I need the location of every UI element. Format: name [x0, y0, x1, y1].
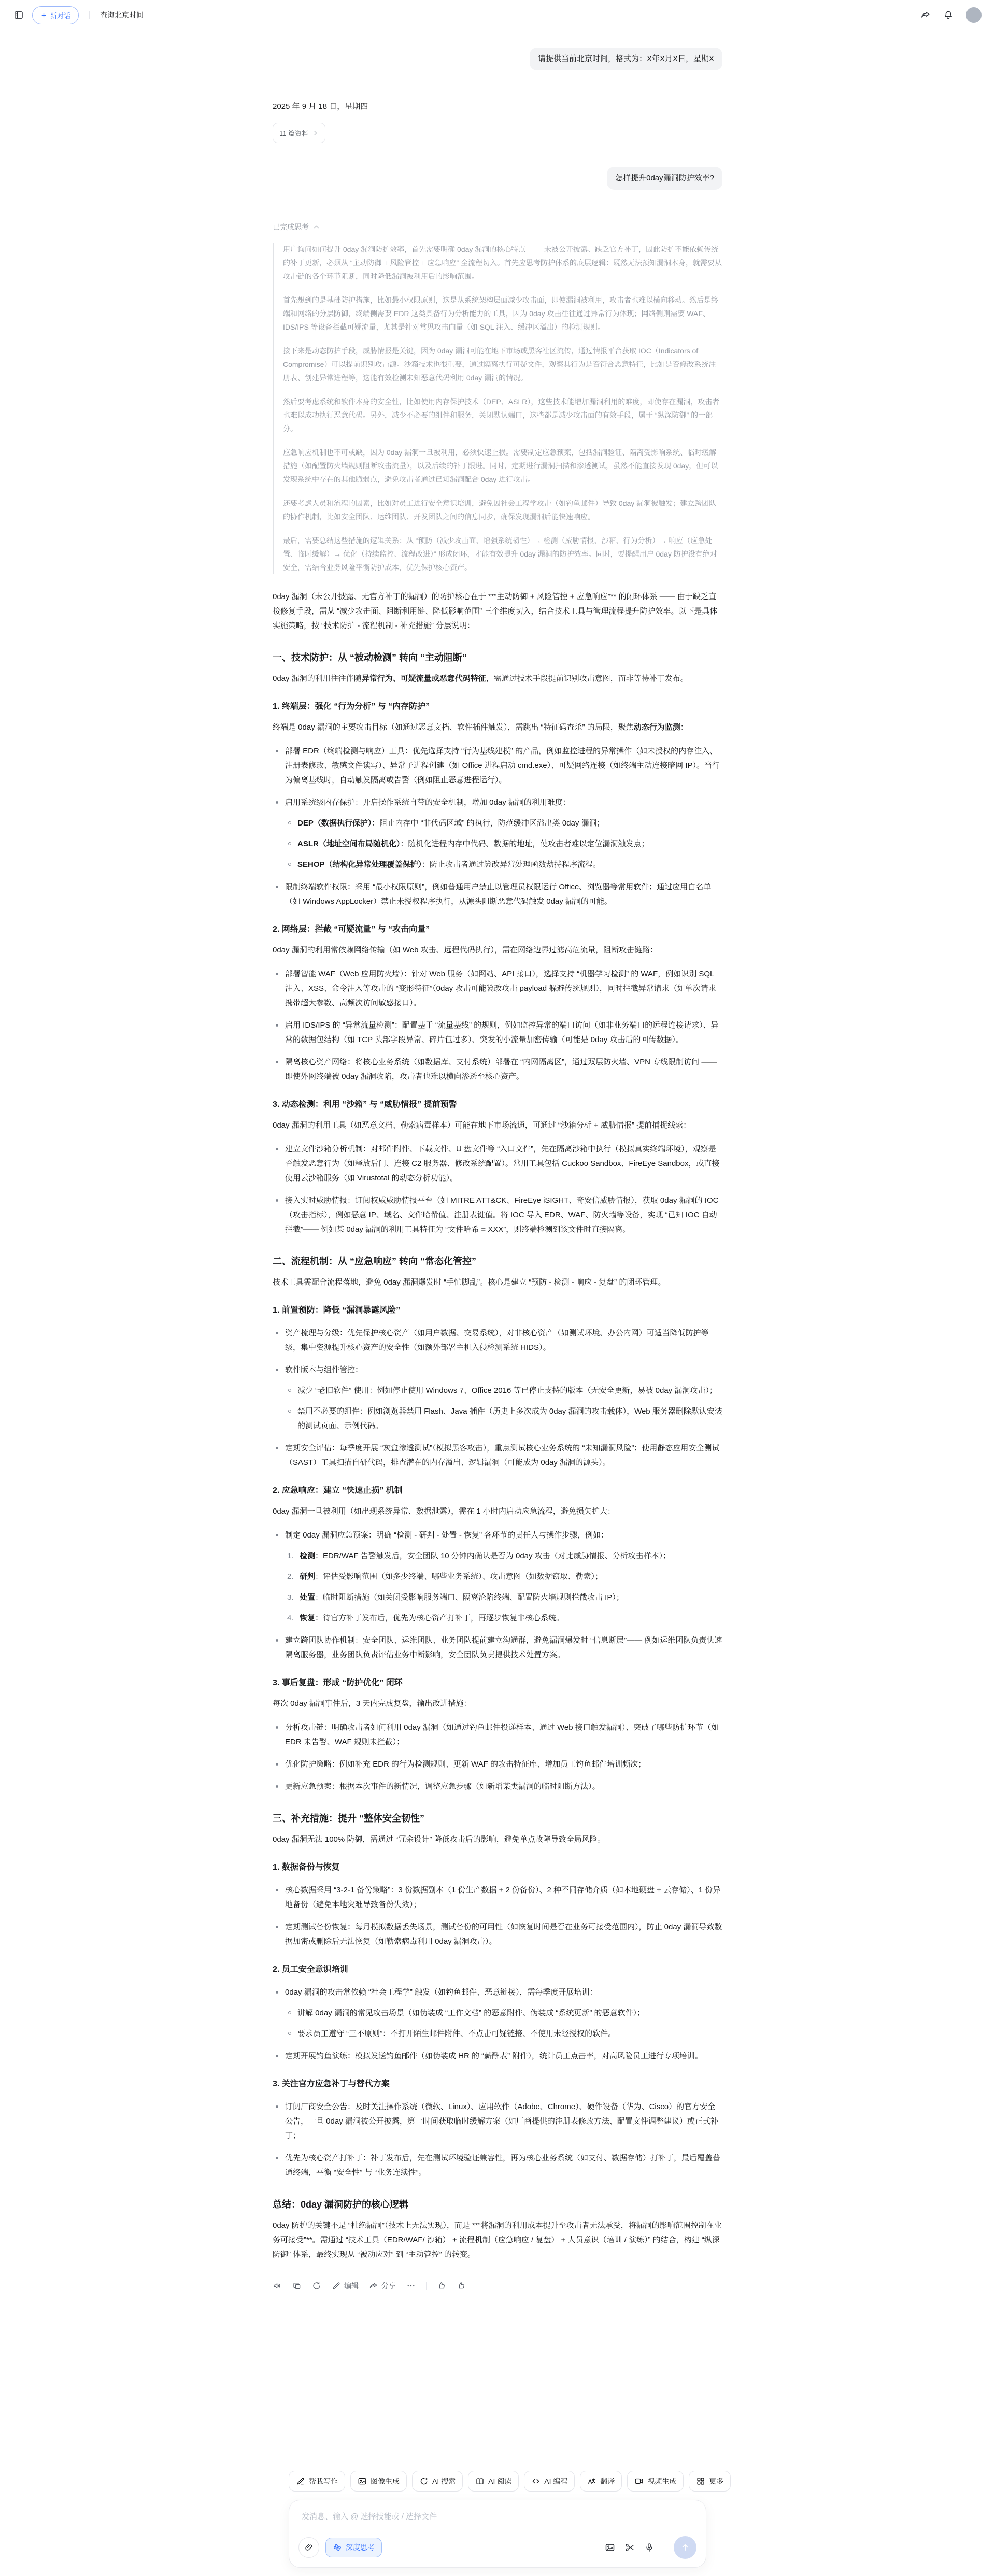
thinking-toggle[interactable]: [273, 222, 320, 232]
skill-chip-label: AI 阅读: [488, 2477, 512, 2485]
pen-icon: [296, 2477, 305, 2486]
message-input-placeholder: 发消息、输入 @ 选择技能或 / 选择文件: [302, 2512, 437, 2521]
attach-button[interactable]: [298, 2537, 319, 2558]
thinking-paragraph: 用户询问如何提升 0day 漏洞防护效率，首先需要明确 0day 漏洞的核心特点 —— 未被公开披露、缺乏官方补丁，因此防护不能依赖传统的补丁更新，必须从 “主动防御 + 风险管控 + 应急响应” 全流程切入。首先应思考防护体系的底层逻辑：既然无法预知漏洞本身，就需要从攻击链的各个环节阻断，同时降低漏洞被利用后的影响范围。: [283, 245, 722, 280]
bullet-list: [273, 1985, 722, 2063]
answer-subheading: 3. 关注官方应急补丁与替代方案: [273, 2080, 390, 2088]
grid-icon: [696, 2477, 705, 2486]
skill-chip-label: 更多: [709, 2477, 724, 2485]
answer-subheading: 1. 前置预防：降低 “漏洞暴露风险”: [273, 1306, 401, 1315]
composer-controls: [298, 2536, 696, 2559]
answer-section-heading: 总结：0day 漏洞防护的核心逻辑: [273, 2199, 409, 2210]
list-item: 定期开展钓鱼演练：模拟发送钓鱼邮件（如伪装成 HR 的 “薪酬表” 附件），统计员工点击率，对高风险员工进行专项培训。: [273, 2049, 722, 2063]
list-item: 优先为核心资产打补丁：补丁发布后，先在测试环境验证兼容性，再为核心业务系统（如支付、数据存储）打补丁，最后覆盖普通终端，平衡 “安全性” 与 “业务连续性”。: [273, 2151, 722, 2180]
book-icon: [475, 2477, 485, 2486]
list-item: 启用 IDS/IPS 的 “异常流量检测”：配置基于 “流量基线” 的规则，例如监控异常的端口访问（如非业务端口的远程连接请求）、异常的数据包结构（如 TCP 头部字段异常、碎片包过多）、突发的小流量加密传输（可能是 0day 攻击后的回传数据）。: [273, 1018, 722, 1047]
bullet-list: [273, 1720, 722, 1794]
user-message-2-bubble: 怎样提升0day漏洞防护效率?: [607, 167, 722, 190]
copy-button[interactable]: [292, 2281, 302, 2290]
sources-chip-label: 11 篇资料: [279, 130, 309, 137]
more-icon: [406, 2281, 416, 2290]
thinking-paragraph: 首先想到的是基础防护措施，比如最小权限原则，这是从系统架构层面减少攻击面，即使漏洞被利用，攻击者也难以横向移动。然后是终端和网络的分层防御，终端侧需要 EDR 这类具备行为分析能力的工具，因为 0day 攻击往往通过异常行为体现；网络侧则需要 WAF、IDS/IPS 等设备拦截可疑流量，尤其是针对常见攻击向量（如 SQL 注入、缓冲区溢出）的检测规则。: [283, 296, 718, 331]
arrow-up-icon: [680, 2543, 690, 2552]
list-item: 建立文件沙箱分析机制：对邮件附件、下载文件、U 盘文件等 “入口文件”，先在隔离沙箱中执行（模拟真实终端环境），观察是否触发恶意行为（如释放后门、连接 C2 服务器、修改系统配置）。常用工具包括 Cuckoo Sandbox、FireEye Sandbox，或直接使用云沙箱服务（如 Virustotal 的动态分析功能）。: [273, 1142, 722, 1186]
list-item: 制定 0day 漏洞应急预案：明确 “检测 - 研判 - 处置 - 恢复” 各环节的责任人与操作步骤，例如： 检测：EDR/WAF 告警触发后，安全团队 10 分钟内确认是否为 0day 攻击（对比威胁情报、分析攻击样本）； 研判：评估受影响范围（如多少终端、哪些业务系统）、攻击意图（如数据窃取、勒索）； 处置：临时阻断措施（如关闭受影响服务端口、隔离沦陷终端、配置防火墙规则拦截攻击 IP）； 恢复：待官方补丁发布后，优先为核心资产打补丁，再逐步恢复非核心系统。: [273, 1528, 722, 1626]
list-item: 订阅厂商安全公告：及时关注操作系统（微软、Linux）、应用软件（Adobe、Chrome）、硬件设备（华为、Cisco）的官方安全公告，一旦 0day 漏洞被公开披露，第一时间获取临时缓解方案（如厂商提供的注册表修改方法、配置文件调整建议）或正式补丁；: [273, 2100, 722, 2143]
bullet-list: [285, 816, 722, 872]
copy-icon: [292, 2281, 302, 2290]
list-item: 减少 “老旧软件” 使用：例如停止使用 Windows 7、Office 2016 等已停止支持的版本（无安全更新，易被 0day 漏洞攻击）；: [285, 1384, 722, 1398]
list-item: 检测：EDR/WAF 告警触发后，安全团队 10 分钟内确认是否为 0day 攻击（对比威胁情报、分析攻击样本）；: [300, 1552, 671, 1560]
bullet-list: [273, 2100, 722, 2180]
bullet-list: [285, 2006, 722, 2041]
skill-chip-label: AI 编程: [544, 2477, 568, 2485]
skill-chip-book[interactable]: [468, 2471, 519, 2492]
list-item: 接入实时威胁情报：订阅权威威胁情报平台（如 MITRE ATT&CK、FireEye iSIGHT、奇安信威胁情报），获取 0day 漏洞的 IOC（攻击指标），例如恶意 IP、域名、文件哈希值、注册表键值。将 IOC 导入 EDR、WAF、防火墙等设备，实现 “已知 IOC 自动拦截”—— 例如某 0day 漏洞的利用工具特征为 “文件哈希 = XXX”，则终端检测到该文件时直接隔离。: [273, 1193, 722, 1237]
user-message-2: [273, 167, 722, 190]
send-button[interactable]: [674, 2536, 696, 2559]
answer-paragraph: 0day 漏洞一旦被利用（如出现系统异常、数据泄露），需在 1 小时内启动应急流程，避免损失扩大：: [273, 1507, 615, 1516]
skill-chip-video[interactable]: [627, 2471, 684, 2492]
answer-paragraph: 0day 漏洞无法 100% 防御，需通过 “冗余设计” 降低攻击后的影响，避免单点故障导致全局风险。: [273, 1835, 605, 1844]
user-message-1: [273, 48, 722, 70]
thumb-down-icon: [457, 2281, 466, 2290]
skill-chip-label: 翻译: [600, 2477, 615, 2485]
top-bar-divider: [89, 11, 90, 19]
assistant-date-answer: 2025 年 9 月 18 日，星期四: [273, 102, 368, 111]
skill-chip-label: 帮我写作: [309, 2477, 338, 2485]
answer-paragraph: 每次 0day 漏洞事件后，3 天内完成复盘，输出改进措施：: [273, 1699, 472, 1708]
answer-toolbar: [273, 2281, 722, 2291]
volume-icon: [273, 2281, 282, 2290]
answer-paragraph: 0day 漏洞的利用往往伴随异常行为、可疑流量或恶意代码特征，需通过技术手段提前识别攻击意图，而非等待补丁发布。: [273, 674, 688, 683]
top-bar: [0, 0, 995, 30]
bullet-list: [273, 1883, 722, 1949]
thumb-up-icon: [437, 2281, 446, 2290]
thinking-paragraph: 接下来是动态防护手段，威胁情报是关键，因为 0day 漏洞可能在地下市场或黑客社区流传，通过情报平台获取 IOC（Indicators of Compromise）可以提前识别攻击源。沙箱技术也很重要，通过隔离执行可疑文件，观察其行为是否符合恶意特征，比如是否修改系统注册表、创建异常进程等，这能有效检测未知恶意代码利用 0day 漏洞的情况。: [283, 347, 716, 382]
deep-think-label: 深度思考: [346, 2543, 375, 2552]
user-message-1-bubble: 请提供当前北京时间，格式为：X年X月X日，星期X: [530, 48, 722, 70]
deep-think-toggle[interactable]: [325, 2538, 382, 2557]
microphone-icon[interactable]: [644, 2542, 655, 2553]
bullet-list: [273, 1528, 722, 1662]
list-item: 禁用不必要的组件：例如浏览器禁用 Flash、Java 插件（历史上多次成为 0day 漏洞的攻击载体），Web 服务器删除默认安装的测试页面、示例代码。: [285, 1404, 722, 1433]
answer-subheading: 3. 动态检测：利用 “沙箱” 与 “威胁情报” 提前预警: [273, 1100, 457, 1109]
list-item: DEP（数据执行保护）：阻止内存中 “非代码区域” 的执行，防范缓冲区溢出类 0day 漏洞；: [285, 816, 722, 831]
user-avatar[interactable]: [966, 7, 982, 23]
list-item: 启用系统级内存保护：开启操作系统自带的安全机制，增加 0day 漏洞的利用难度： DEP（数据执行保护）：阻止内存中 “非代码区域” 的执行，防范缓冲区溢出类 0day 漏洞； ASLR（地址空间布局随机化）：随机化进程内存中代码、数据的地址，使攻击者难以定位漏洞触发点； SEHOP（结构化异常处理覆盖保护）：防止攻击者通过篡改异常处理函数劫持程序流程。: [273, 795, 722, 872]
answer-paragraph: 技术工具需配合流程落地，避免 0day 漏洞爆发时 “手忙脚乱”。核心是建立 “预防 - 检测 - 响应 - 复盘” 的闭环管理。: [273, 1278, 666, 1287]
answer-section-heading: 三、补充措施：提升 “整体安全韧性”: [273, 1813, 424, 1824]
bullet-list: [273, 1142, 722, 1237]
thinking-block: [273, 243, 722, 574]
translate-icon: [587, 2477, 596, 2486]
list-item: 核心数据采用 “3-2-1 备份策略”：3 份数据副本（1 份生产数据 + 2 份备份）、2 种不同存储介质（如本地硬盘 + 云存储）、1 份异地备份（避免本地灾难导致备份失效）；: [273, 1883, 722, 1912]
photo-icon[interactable]: [605, 2542, 615, 2553]
assistant-answer: [273, 590, 722, 2262]
list-item: 更新应急预案：根据本次事件的新情况，调整应急步骤（如新增某类漏洞的临时阻断方法）。: [273, 1780, 722, 1794]
answer-subheading: 2. 网络层：拦截 “可疑流量” 与 “攻击向量”: [273, 925, 430, 934]
thinking-paragraph: 还要考虑人员和流程的因素，比如对员工进行安全意识培训，避免因社会工程学攻击（如钓鱼邮件）导致 0day 漏洞被触发；建立跨团队的协作机制，比如安全团队、运维团队、开发团队之间的信息同步，确保发现漏洞后能快速响应。: [283, 499, 717, 521]
answer-subheading: 2. 员工安全意识培训: [273, 1965, 348, 1974]
more-button[interactable]: [406, 2281, 416, 2290]
skill-chip-pen[interactable]: [289, 2471, 345, 2492]
thinking-paragraph: 应急响应机制也不可或缺，因为 0day 漏洞一旦被利用，必须快速止损。需要制定应急预案，包括漏洞验证、隔离受影响系统、临时缓解措施（如配置防火墙规则阻断攻击流量），以及后续的补丁跟进。同时，定期进行漏洞扫描和渗透测试，虽然不能直接发现 0day，但可以发现系统中存在的其他脆弱点，避免攻击者通过已知漏洞配合 0day 进行攻击。: [283, 448, 718, 483]
message-input-box[interactable]: [289, 2500, 706, 2568]
scissors-icon[interactable]: [624, 2542, 635, 2553]
thumb-up-button[interactable]: [437, 2281, 446, 2290]
video-icon: [634, 2477, 644, 2486]
plus-icon: [40, 12, 47, 19]
regenerate-button[interactable]: [312, 2281, 321, 2290]
answer-paragraph: 0day 防护的关键不是 “杜绝漏洞”（技术上无法实现），而是 **“将漏洞的利用成本提升至攻击者无法承受，将漏洞的影响范围控制在业务可接受”**。需通过 “技术工具（EDR/WAF/ 沙箱） + 流程机制（应急响应 / 复盘） + 人员意识（培训 / 演练）” 的结合，构建 “纵深防御” 体系，最终实现从 “被动应对” 到 “主动管控” 的转变。: [273, 2221, 722, 2259]
list-item: 部署智能 WAF（Web 应用防火墙）：针对 Web 服务（如网站、API 接口），选择支持 “机器学习检测” 的 WAF，例如识别 SQL 注入、XSS、命令注入等攻击的 “变形特征”（0day 攻击可能篡改攻击 payload 躲避传统规则），同时拦截异常请求（如单次请求携带超大参数、高频次访问敏感接口）。: [273, 967, 722, 1011]
thinking-paragraph: 然后要考虑系统和软件本身的安全性，比如使用内存保护技术（DEP、ASLR），这些技术能增加漏洞利用的难度，即使存在漏洞，攻击者也难以成功执行恶意代码。另外，减少不必要的组件和服务，关闭默认端口，这些都是减少攻击面的有效手段，属于 “纵深防御” 的一部分。: [283, 397, 720, 433]
chevron-up-icon: [313, 224, 320, 231]
ai-search-icon: [419, 2477, 429, 2486]
edit-label: 编辑: [344, 2282, 359, 2290]
composer-right-controls: [605, 2536, 696, 2559]
volume-button[interactable]: [273, 2281, 282, 2290]
share-icon[interactable]: [920, 10, 931, 20]
bullet-list: [273, 744, 722, 909]
answer-section-heading: 一、技术防护：从 “被动检测” 转向 “主动阻断”: [273, 652, 467, 663]
list-item: 讲解 0day 漏洞的常见攻击场景（如伪装成 “工作文档” 的恶意附件、伪装成 “系统更新” 的恶意软件）；: [285, 2006, 722, 2020]
answer-section-heading: 二、流程机制：从 “应急响应” 转向 “常态化管控”: [273, 1256, 477, 1266]
list-item: 0day 漏洞的攻击常依赖 “社会工程学” 触发（如钓鱼邮件、恶意链接），需每季度开展培训： 讲解 0day 漏洞的常见攻击场景（如伪装成 “工作文档” 的恶意附件、伪装成 “系统更新” 的恶意软件）； 要求员工遵守 “三不原则”：不打开陌生邮件附件、不点击可疑链接、不使用未经授权的软件。: [273, 1985, 722, 2041]
answer-paragraph: 终端是 0day 漏洞的主要攻击目标（如通过恶意文档、软件插件触发），需跳出 “特征码查杀” 的局限，聚焦动态行为监测：: [273, 723, 688, 732]
list-item: 优化防护策略：例如补充 EDR 的行为检测规则、更新 WAF 的攻击特征库、增加员工钓鱼邮件培训频次；: [273, 1757, 722, 1772]
answer-paragraph: 0day 漏洞（未公开披露、无官方补丁的漏洞）的防护核心在于 **“主动防御 + 风险管控 + 应急响应”** 的闭环体系 —— 由于缺乏直接修复手段，需从 “减少攻击面、阻断利用链、降低影响范围” 三个维度切入，结合技术工具与管理流程提升防护效率。以下是具体实施策略，按 “技术防护 - 流程机制 - 补充措施” 分层说明：: [273, 592, 718, 630]
list-item: 分析攻击链：明确攻击者如何利用 0day 漏洞（如通过钓鱼邮件投递样本、通过 Web 接口触发漏洞）、突破了哪些防护环节（如 EDR 未告警、WAF 规则未拦截）；: [273, 1720, 722, 1749]
list-item: 建立跨团队协作机制：安全团队、运维团队、业务团队提前建立沟通群，避免漏洞爆发时 “信息断层”—— 例如运维团队负责快速隔离服务器，业务团队负责评估业务中断影响，安全团队负责提供技术处置方案。: [273, 1633, 722, 1662]
list-item: SEHOP（结构化异常处理覆盖保护）：防止攻击者通过篡改异常处理函数劫持程序流程。: [285, 858, 722, 872]
sidebar-toggle-icon[interactable]: [13, 10, 24, 20]
conversation-thread: [273, 30, 722, 2291]
skill-chip-code[interactable]: [524, 2471, 575, 2492]
list-item: 研判：评估受影响范围（如多少终端、哪些业务系统）、攻击意图（如数据窃取、勒索）；: [300, 1572, 603, 1581]
answer-subheading: 3. 事后复盘：形成 “防护优化” 闭环: [273, 1678, 403, 1687]
bullet-list: [273, 1326, 722, 1470]
share2-button[interactable]: [369, 2281, 396, 2291]
list-item: 隔离核心资产网络：将核心业务系统（如数据库、支付系统）部署在 “内网隔离区”，通过双层防火墙、VPN 专线限制访问 —— 即使外网终端被 0day 漏洞攻陷，攻击者也难以横向渗透至核心资产。: [273, 1055, 722, 1084]
list-item: 部署 EDR（终端检测与响应）工具：优先选择支持 “行为基线建模” 的产品，例如监控进程的异常操作（如未授权的内存注入、注册表修改、敏感文件读写）、异常子进程创建（如 Office 进程启动 cmd.exe）、可疑网络连接（如终端主动连接暗网 IP）。当行为偏离基线时，自动触发隔离或告警（例如阻止恶意进程运行）。: [273, 744, 722, 788]
list-item: ASLR（地址空间布局随机化）：随机化进程内存中代码、数据的地址，使攻击者难以定位漏洞触发点；: [285, 837, 722, 851]
skill-chip-grid[interactable]: [689, 2471, 731, 2492]
composer: [289, 2471, 724, 2568]
paperclip-icon: [304, 2543, 314, 2552]
thinking-toggle-label: 已完成思考: [273, 223, 309, 231]
regenerate-icon: [312, 2281, 321, 2290]
list-item: 资产梳理与分级：优先保护核心资产（如用户数据、交易系统），对非核心资产（如测试环境、办公内网）可适当降低防护等级，集中资源提升核心资产的安全性（如额外部署主机入侵检测系统 HIDS）。: [273, 1326, 722, 1355]
top-bar-left: [13, 6, 144, 24]
skill-chip-translate[interactable]: [580, 2471, 622, 2492]
thinking-paragraph: 最后，需要总结这些措施的逻辑关系：从 “预防（减少攻击面、增强系统韧性）→ 检测（威胁情报、沙箱、行为分析）→ 响应（应急处置、临时缓解）→ 优化（持续监控、流程改进）” 形成闭环，才能有效提升 0day 漏洞的防护效率。同时，要提醒用户 0day 防护没有绝对安全，需结合业务风险平衡防护成本，优先保护核心资产。: [283, 536, 717, 572]
skill-chips-row: [289, 2471, 724, 2492]
edit-icon: [332, 2281, 341, 2290]
bullet-list: [285, 1384, 722, 1433]
list-item: 恢复：待官方补丁发布后，优先为核心资产打补丁，再逐步恢复非核心系统。: [300, 1614, 564, 1623]
answer-subheading: 1. 终端层：强化 “行为分析” 与 “内存防护”: [273, 702, 430, 711]
list-item: 定期测试备份恢复：每月模拟数据丢失场景，测试备份的可用性（如恢复时间是否在业务可接受范围内），防止 0day 漏洞导致数据加密或删除后无法恢复（如勒索病毒利用 0day 漏洞攻击）。: [273, 1920, 722, 1949]
new-chat-label: 新对话: [50, 11, 71, 20]
top-bar-actions: [920, 7, 982, 23]
thumb-down-button[interactable]: [457, 2281, 466, 2290]
list-item: 处置：临时阻断措施（如关闭受影响服务端口、隔离沦陷终端、配置防火墙规则拦截攻击 IP）；: [300, 1593, 624, 1602]
share2-label: 分享: [381, 2282, 396, 2290]
chevron-right-icon: [312, 130, 319, 136]
atom-icon: [333, 2543, 342, 2552]
answer-paragraph: 0day 漏洞的利用常依赖网络传输（如 Web 攻击、远程代码执行），需在网络边界过滤高危流量，阻断攻击链路：: [273, 946, 658, 955]
answer-paragraph: 0day 漏洞的利用工具（如恶意文档、勒索病毒样本）可能在地下市场流通，可通过 “沙箱分析 + 威胁情报” 提前捕捉线索：: [273, 1121, 691, 1130]
new-chat-button[interactable]: [32, 6, 79, 24]
skill-chip-label: AI 搜索: [432, 2477, 456, 2485]
code-icon: [531, 2477, 541, 2486]
skill-chip-image[interactable]: [350, 2471, 407, 2492]
share2-icon: [369, 2281, 378, 2290]
toolbar-divider: [426, 2282, 427, 2290]
list-item: 要求员工遵守 “三不原则”：不打开陌生邮件附件、不点击可疑链接、不使用未经授权的软件。: [285, 2027, 722, 2041]
skill-chip-label: 视频生成: [647, 2477, 677, 2485]
list-item: 软件版本与组件管控： 减少 “老旧软件” 使用：例如停止使用 Windows 7、Office 2016 等已停止支持的版本（无安全更新，易被 0day 漏洞攻击）； 禁用不必要的组件：例如浏览器禁用 Flash、Java 插件（历史上多次成为 0day 漏洞的攻击载体），Web 服务器删除默认安装的测试页面、示例代码。: [273, 1363, 722, 1433]
sources-chip[interactable]: [273, 123, 325, 143]
skill-chip-label: 图像生成: [371, 2477, 400, 2485]
bullet-list: [273, 967, 722, 1084]
conversation-title: 查询北京时间: [100, 11, 144, 19]
list-item: 限制终端软件权限：采用 “最小权限原则”，例如普通用户禁止以管理员权限运行 Office、浏览器等常用软件；通过应用白名单（如 Windows AppLocker）禁止未授权程序执行，从源头阻断恶意代码触发 0day 漏洞的可能。: [273, 880, 722, 909]
answer-subheading: 1. 数据备份与恢复: [273, 1863, 340, 1872]
image-icon: [358, 2477, 367, 2486]
edit-button[interactable]: [332, 2281, 359, 2291]
skill-chip-ai-search[interactable]: [412, 2471, 463, 2492]
answer-subheading: 2. 应急响应：建立 “快速止损” 机制: [273, 1486, 403, 1495]
numbered-list: [285, 1549, 722, 1626]
list-item: 定期安全评估：每季度开展 “灰盒渗透测试”（模拟黑客攻击），重点测试核心业务系统的 “未知漏洞风险”；使用静态应用安全测试（SAST）工具扫描自研代码，排查潜在的内存溢出、逻辑漏洞（可能成为 0day 漏洞的源头）。: [273, 1441, 722, 1470]
bell-icon[interactable]: [943, 10, 954, 20]
